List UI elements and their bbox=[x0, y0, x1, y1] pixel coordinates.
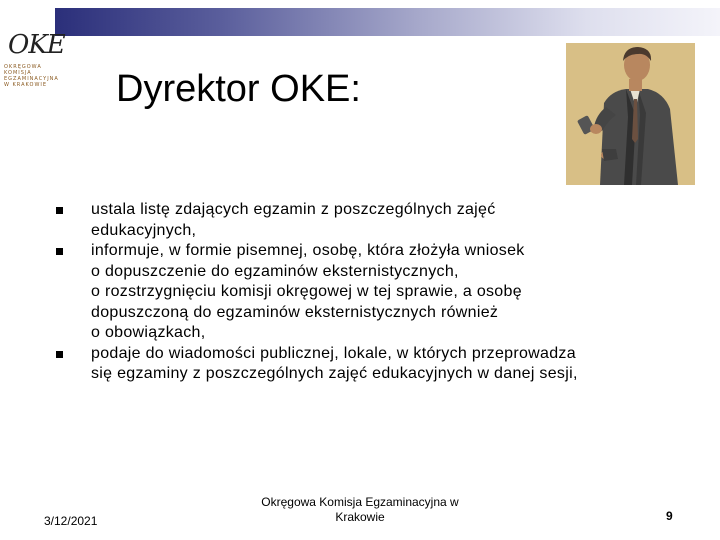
logo-line: EGZAMINACYJNA bbox=[4, 76, 59, 82]
footer-org-line: Okręgowa Komisja Egzaminacyjna w bbox=[261, 495, 459, 509]
logo-text bbox=[4, 64, 58, 88]
square-bullet-icon bbox=[56, 248, 63, 255]
page-number: 9 bbox=[666, 509, 673, 523]
bullet-line: dopuszczoną do egzaminów eksternistycznych również bbox=[91, 303, 499, 321]
square-bullet-icon bbox=[56, 351, 63, 358]
footer-org-line: Krakowie bbox=[335, 510, 385, 524]
businessman-icon bbox=[566, 43, 695, 185]
bullet-line: informuje, w formie pisemnej, osobę, która złożyła wniosek bbox=[91, 242, 525, 259]
bullet-list bbox=[56, 200, 696, 385]
logo-line: W KRAKOWIE bbox=[4, 82, 48, 88]
bullet-item bbox=[56, 344, 696, 385]
header-gradient-bar bbox=[55, 8, 720, 36]
footer-date: 3/12/2021 bbox=[44, 514, 98, 528]
bullet-line: o dopuszczenie do egzaminów eksternistycznych, bbox=[91, 262, 459, 280]
bullet-line: podaje do wiadomości publicznej, lokale, w których przeprowadza bbox=[91, 344, 576, 362]
bullet-line: edukacyjnych, bbox=[91, 221, 197, 239]
square-bullet-icon bbox=[56, 207, 63, 214]
footer-organization bbox=[235, 495, 485, 525]
bullet-line: się egzaminy z poszczególnych zajęć edukacyjnych w danej sesji, bbox=[91, 365, 578, 382]
bullet-line: o obowiązkach, bbox=[91, 324, 206, 341]
oke-logo bbox=[2, 30, 65, 92]
businessman-illustration bbox=[566, 43, 695, 185]
logo-line: KOMISJA bbox=[4, 70, 32, 76]
bullet-item bbox=[56, 241, 696, 344]
bullet-line: o rozstrzygnięciu komisji okręgowej w tej sprawie, a osobę bbox=[91, 283, 522, 300]
logo-line: OKRĘGOWA bbox=[4, 64, 42, 70]
bullet-line: ustala listę zdających egzamin z poszczególnych zajęć bbox=[91, 201, 496, 218]
slide-title: Dyrektor OKE: bbox=[116, 68, 361, 110]
logo-mark: OKE bbox=[8, 30, 65, 60]
bullet-item bbox=[56, 200, 696, 241]
